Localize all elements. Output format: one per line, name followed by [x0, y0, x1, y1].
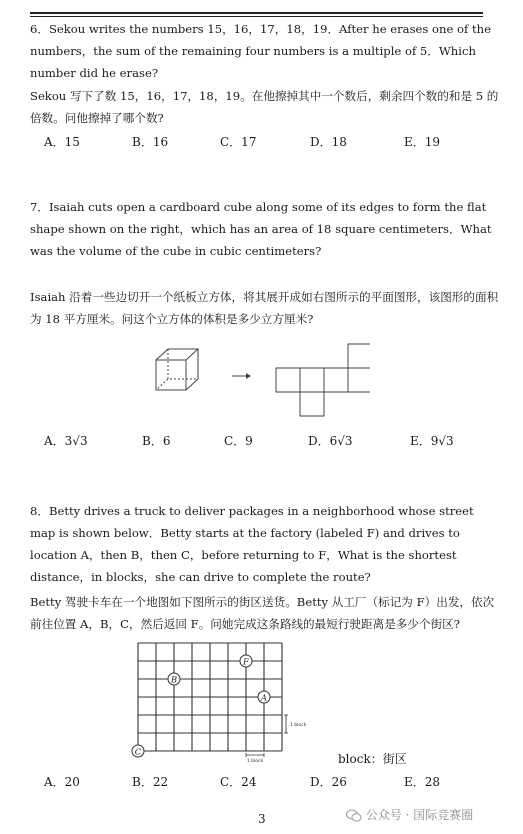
- q7-english: 7．Isaiah cuts open a cardboard cube along some of its edges to form the flat shape shown on the right，which has an area of 18 square centimeters．What was the volume of the cube in cubic centimeters?: [30, 200, 492, 258]
- q6-choices: [44, 133, 494, 153]
- q6-choice-b[interactable]: B．16: [132, 135, 169, 149]
- q7-choice-c[interactable]: C．9: [224, 434, 253, 448]
- street-map: [128, 638, 318, 770]
- q7-choice-b[interactable]: B．6: [142, 434, 171, 448]
- location-b: [168, 673, 180, 686]
- q6-choice-a[interactable]: A．15: [44, 135, 80, 149]
- top-rule: [30, 12, 483, 14]
- location-a: [258, 691, 270, 704]
- top-rule-thin: [30, 16, 483, 17]
- q8-chinese: Betty 驾驶卡车在一个地图如下图所示的街区送货。Betty 从工厂（标记为 F）出发，依次前往位置 A，B，C，然后返回 F。问她完成这条路线的最短行驶距离是多少个街区?: [30, 595, 495, 631]
- q7-chinese: Isaiah 沿着一些边切开一个纸板立方体，将其展开成如右图所示的平面图形，该图形的面积为 18 平方厘米。问这个立方体的体积是多少立方厘米?: [30, 290, 499, 326]
- label-a: A: [260, 693, 268, 704]
- block-note: block：街区: [338, 752, 407, 766]
- q6-chinese: Sekou 写下了数 15，16，17，18，19。在他擦掉其中一个数后，剩余四个数的和是 5 的倍数。问他擦掉了哪个数?: [30, 89, 499, 125]
- q8-choice-a[interactable]: A．20: [44, 775, 80, 789]
- label-c: C: [134, 747, 142, 758]
- q8-choice-e[interactable]: E．28: [404, 775, 441, 789]
- q7-choice-d[interactable]: D．6√3: [308, 434, 353, 448]
- arrow-icon: [232, 373, 251, 379]
- label-b: B: [170, 675, 178, 686]
- q7-choices: [44, 432, 494, 452]
- block-scale-vertical-label: 1 block: [290, 723, 307, 728]
- watermark: [346, 806, 473, 823]
- q7-choice-e[interactable]: E．9√3: [410, 434, 454, 448]
- label-f: F: [243, 657, 249, 668]
- q6-choice-c[interactable]: C．17: [220, 135, 257, 149]
- block-scale-horizontal-label: 1 block: [246, 759, 264, 764]
- q6-english: 6．Sekou writes the numbers 15，16，17，18，19．After he erases one of the numbers，the sum of the remaining four numbers is a multiple of 5．Which number did he erase?: [30, 22, 491, 80]
- page-number: 3: [258, 812, 266, 826]
- cube-drawing: [156, 349, 198, 390]
- q8-choice-b[interactable]: B．22: [132, 775, 169, 789]
- block-scale-vertical: [284, 715, 288, 733]
- cube-figure: [150, 340, 370, 440]
- cube-net-drawing: [276, 344, 370, 416]
- location-c: [132, 745, 144, 758]
- location-f: [240, 655, 252, 668]
- wechat-icon: [346, 809, 362, 823]
- q8-english: 8．Betty drives a truck to deliver packages in a neighborhood whose street map is shown below．Betty starts at the factory (labeled F) and drives to location A，then B，then C，before returning to F，What is the shortest distance，in blocks，she can drive to complete the route?: [30, 504, 474, 584]
- q8-choice-c[interactable]: C．24: [220, 775, 257, 789]
- q8-choice-d[interactable]: D．26: [310, 775, 347, 789]
- q6-choice-d[interactable]: D．18: [310, 135, 347, 149]
- q8-choices: [44, 773, 494, 793]
- block-scale-horizontal: [246, 753, 264, 757]
- q6-choice-e[interactable]: E．19: [404, 135, 441, 149]
- watermark-text: 公众号 · 国际竞赛圈: [365, 808, 474, 822]
- q7-choice-a[interactable]: A．3√3: [44, 434, 88, 448]
